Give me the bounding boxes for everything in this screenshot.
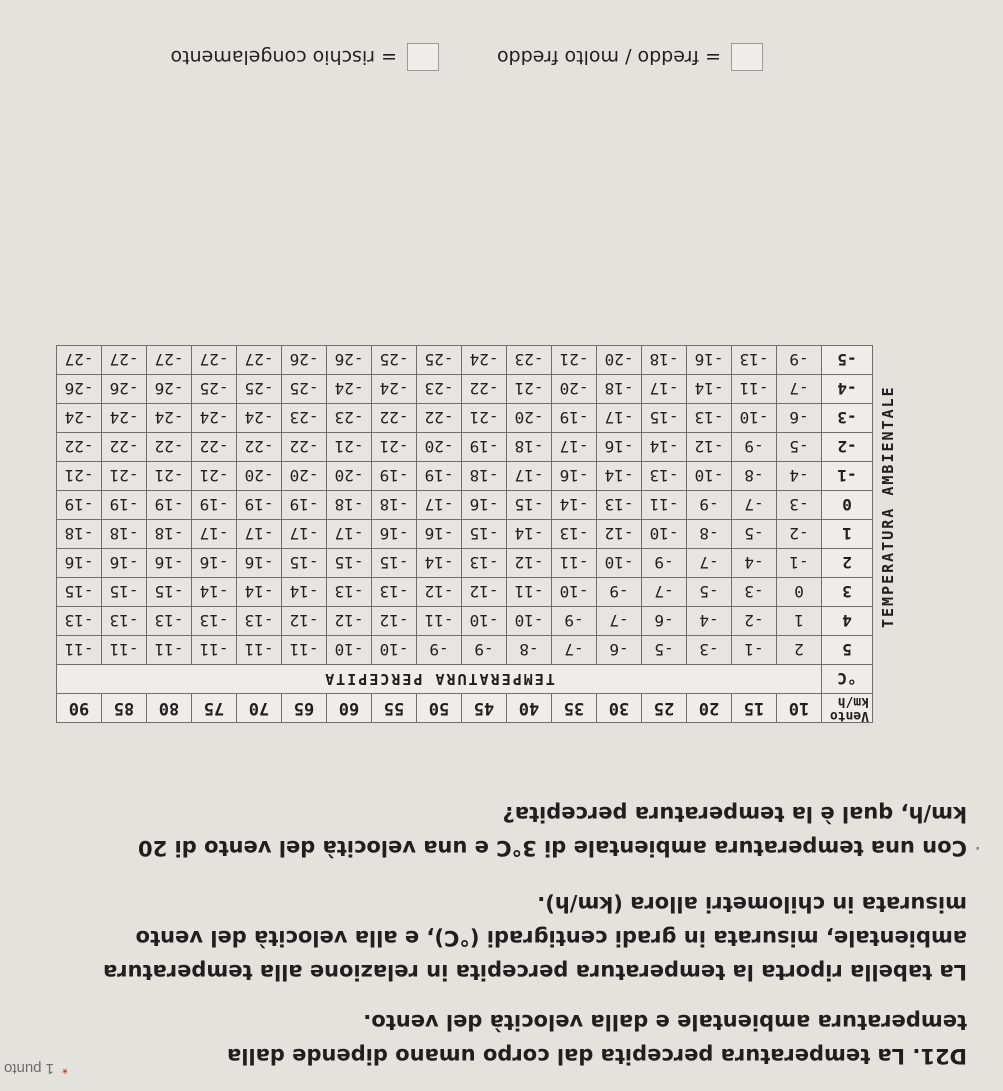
perceived-temperature-cell: -11 [192,636,237,665]
perceived-temperature-cell: -13 [192,607,237,636]
table-row [57,549,904,578]
ambient-temperature-cell: 0 [822,491,873,520]
perceived-temperature-cell: -19 [102,491,147,520]
perceived-temperature-cell: -27 [192,346,237,375]
perceived-temperature-cell: -9 [687,491,732,520]
wind-speed-header: 20 [687,694,732,723]
perceived-temperature-cell: -17 [552,433,597,462]
perceived-temperature-cell: -18 [57,520,102,549]
perceived-temperature-cell: -4 [777,462,822,491]
perceived-temperature-cell: -16 [102,549,147,578]
wind-speed-header: 45 [462,694,507,723]
perceived-temperature-cell: -13 [732,346,777,375]
ambient-temperature-cell: -5 [822,346,873,375]
perceived-temperature-cell: -22 [417,404,462,433]
perceived-temperature-cell: -13 [687,404,732,433]
perceived-temperature-cell: -12 [597,520,642,549]
perceived-temperature-cell: -21 [507,375,552,404]
perceived-temperature-cell: -21 [57,462,102,491]
perceived-temperature-cell: -18 [462,462,507,491]
wind-chill-table [56,345,903,723]
wind-speed-header: 55 [372,694,417,723]
perceived-temperature-cell: -16 [552,462,597,491]
wind-chill-table-area [56,345,903,723]
wind-speed-header: 10 [777,694,822,723]
table-row [57,491,904,520]
perceived-temperature-cell: -1 [777,549,822,578]
description-line-2: ambientale, misurata in gradi centigradi (°C), e alla velocità del vento [135,926,967,950]
table-row [57,520,904,549]
cold-swatch [731,43,763,71]
points-label: 1 punto [4,1060,55,1077]
perceived-temperature-cell: -3 [687,636,732,665]
banner-row [57,665,904,694]
wind-speed-header: 50 [417,694,462,723]
perceived-temperature-cell: -23 [282,404,327,433]
perceived-temperature-cell: -13 [462,549,507,578]
perceived-temperature-cell: -24 [237,404,282,433]
perceived-temperature-cell: -12 [687,433,732,462]
wind-speed-header: 70 [237,694,282,723]
table-row [57,346,904,375]
ambient-temperature-axis-label [873,346,904,665]
perceived-temperature-cell: -20 [417,433,462,462]
perceived-temperature-cell: -13 [57,607,102,636]
perceived-temperature-cell: -25 [372,346,417,375]
perceived-temperature-cell: 2 [777,636,822,665]
perceived-temperature-cell: -22 [147,433,192,462]
perceived-temperature-cell: -20 [507,404,552,433]
perceived-temperature-cell: -22 [282,433,327,462]
question-title-line-2: temperatura ambientale e dalla velocità del vento. [363,1010,967,1034]
table-row [57,607,904,636]
perceived-temperature-cell: -17 [597,404,642,433]
perceived-temperature-cell: -26 [282,346,327,375]
perceived-temperature-cell: -4 [687,607,732,636]
perceived-temperature-cell: -22 [462,375,507,404]
perceived-temperature-cell: -15 [372,549,417,578]
perceived-temperature-cell: -19 [552,404,597,433]
perceived-temperature-cell: -10 [327,636,372,665]
perceived-temperature-cell: -7 [552,636,597,665]
perceived-temperature-cell: -15 [57,578,102,607]
question-prompt [27,797,981,865]
perceived-temperature-cell: -13 [372,578,417,607]
perceived-temperature-cell: -20 [237,462,282,491]
temperature-unit-header: °C [822,665,873,694]
perceived-temperature-cell: -17 [282,520,327,549]
perceived-temperature-cell: -24 [102,404,147,433]
perceived-temperature-cell: -2 [777,520,822,549]
legend-frost-label: = rischio congelamento [170,46,397,68]
perceived-temperature-cell: -10 [462,607,507,636]
wind-speed-header: 35 [552,694,597,723]
perceived-temperature-cell: -9 [462,636,507,665]
perceived-temperature-cell: -19 [462,433,507,462]
wind-speed-header: 65 [282,694,327,723]
perceived-temperature-cell: -21 [552,346,597,375]
perceived-temperature-cell: -9 [732,433,777,462]
perceived-temperature-cell: -16 [372,520,417,549]
perceived-temperature-cell: -10 [732,404,777,433]
perceived-temperature-cell: -24 [372,375,417,404]
perceived-temperature-cell: -5 [687,578,732,607]
perceived-temperature-cell: -21 [102,462,147,491]
perceived-temperature-cell: -25 [192,375,237,404]
perceived-temperature-cell: -22 [102,433,147,462]
question-title [27,1005,967,1073]
perceived-temperature-cell: -21 [372,433,417,462]
perceived-temperature-cell: -25 [282,375,327,404]
perceived-temperature-cell: -15 [327,549,372,578]
perceived-temperature-cell: -13 [642,462,687,491]
perceived-temperature-cell: -14 [507,520,552,549]
perceived-temperature-cell: -17 [642,375,687,404]
perceived-temperature-cell: -12 [282,607,327,636]
wind-unit-header [822,694,873,723]
perceived-temperature-cell: -16 [597,433,642,462]
perceived-temperature-cell: -20 [597,346,642,375]
perceived-temperature-cell: -20 [282,462,327,491]
perceived-temperature-cell: -11 [57,636,102,665]
perceived-temperature-cell: -14 [642,433,687,462]
perceived-temperature-cell: -10 [507,607,552,636]
perceived-temperature-cell: -8 [507,636,552,665]
corner-label-line-2: km/h [837,694,869,709]
bullet-icon: · [974,836,981,860]
perceived-temperature-cell: -11 [732,375,777,404]
perceived-temperature-cell: -18 [507,433,552,462]
perceived-temperature-cell: -12 [327,607,372,636]
perceived-temperature-cell: -1 [732,636,777,665]
perceived-temperature-cell: -24 [57,404,102,433]
perceived-temperature-cell: -10 [597,549,642,578]
perceived-temperature-cell: -23 [507,346,552,375]
wind-speed-header: 80 [147,694,192,723]
perceived-temperature-cell: -11 [417,607,462,636]
prompt-line-2: km/h, qual è la temperatura percepita? [502,802,967,826]
perceived-temperature-cell: -19 [57,491,102,520]
perceived-temperature-cell: -26 [57,375,102,404]
perceived-temperature-cell: -11 [102,636,147,665]
legend [113,43,764,71]
perceived-temperature-cell: -6 [597,636,642,665]
perceived-temperature-cell: -22 [192,433,237,462]
perceived-temperature-cell: -27 [147,346,192,375]
perceived-temperature-cell: -16 [417,520,462,549]
perceived-temperature-cell: -14 [417,549,462,578]
perceived-temperature-cell: -10 [552,578,597,607]
perceived-temperature-cell: -11 [552,549,597,578]
perceived-temperature-cell: -3 [732,578,777,607]
table-row [57,578,904,607]
perceived-temperature-cell: -15 [147,578,192,607]
perceived-temperature-cell: -5 [777,433,822,462]
perceived-temperature-cell: -24 [192,404,237,433]
perceived-temperature-cell: -26 [327,346,372,375]
table-row [57,636,904,665]
perceived-temperature-cell: -18 [102,520,147,549]
perceived-temperature-cell: -24 [147,404,192,433]
perceived-temperature-cell: -7 [777,375,822,404]
perceived-temperature-cell: -22 [237,433,282,462]
table-row [57,462,904,491]
perceived-temperature-cell: -9 [642,549,687,578]
perceived-temperature-cell: -16 [687,346,732,375]
perceived-temperature-cell: -12 [462,578,507,607]
perceived-temperature-cell: -5 [642,636,687,665]
perceived-temperature-cell: -17 [237,520,282,549]
table-row [57,375,904,404]
perceived-temperature-cell: -6 [642,607,687,636]
perceived-temperature-cell: -7 [732,491,777,520]
perceived-temperature-cell: -10 [687,462,732,491]
axis-spacer [873,665,904,694]
ambient-temperature-cell: 3 [822,578,873,607]
perceived-temperature-cell: -17 [192,520,237,549]
perceived-temperature-cell: -13 [237,607,282,636]
perceived-temperature-cell: -13 [147,607,192,636]
perceived-temperature-cell: -12 [507,549,552,578]
perceived-temperature-cell: -19 [147,491,192,520]
perceived-temperature-cell: -26 [102,375,147,404]
legend-cold [497,43,763,71]
question-description [27,887,967,989]
question-title-line-1: D21. La temperatura percepita dal corpo umano dipende dalla [227,1044,967,1068]
perceived-temperature-cell: -14 [552,491,597,520]
perceived-temperature-cell: -16 [192,549,237,578]
perceived-temperature-cell: -14 [192,578,237,607]
wind-speed-header: 75 [192,694,237,723]
legend-frost [171,43,439,71]
perceived-temperature-cell: -21 [462,404,507,433]
perceived-temperature-cell: -19 [417,462,462,491]
perceived-temperature-cell: -19 [192,491,237,520]
perceived-temperature-cell: -15 [642,404,687,433]
ambient-temperature-cell: 1 [822,520,873,549]
ambient-temperature-cell: -4 [822,375,873,404]
frost-swatch [407,43,439,71]
question-block [27,797,981,1073]
ambient-temperature-axis-text: TEMPERATURA AMBIENTALE [879,385,897,629]
perceived-temperature-cell: -12 [372,607,417,636]
perceived-temperature-cell: -5 [732,520,777,549]
perceived-temperature-cell: -27 [237,346,282,375]
perceived-temperature-cell: -18 [372,491,417,520]
ambient-temperature-cell: 4 [822,607,873,636]
perceived-temperature-cell: -10 [642,520,687,549]
perceived-temperature-cell: -14 [237,578,282,607]
perceived-temperature-cell: -13 [552,520,597,549]
perceived-temperature-cell: -3 [777,491,822,520]
perceived-temperature-cell: -15 [462,520,507,549]
perceived-temperature-cell: -19 [282,491,327,520]
perceived-temperature-cell: -4 [732,549,777,578]
perceived-temperature-cell: -14 [597,462,642,491]
perceived-temperature-cell: -16 [57,549,102,578]
perceived-temperature-cell: -9 [552,607,597,636]
perceived-temperature-cell: -11 [282,636,327,665]
perceived-temperature-cell: -9 [777,346,822,375]
prompt-line-1: Con una temperatura ambientale di 3°C e una velocità del vento di 20 [138,836,967,860]
wind-speed-header: 60 [327,694,372,723]
wind-header-row [57,694,904,723]
ambient-temperature-cell: 5 [822,636,873,665]
table-row [57,433,904,462]
perceived-temperature-cell: -9 [417,636,462,665]
perceived-temperature-cell: -13 [327,578,372,607]
perceived-temperature-cell: -11 [147,636,192,665]
perceived-temperature-cell: -17 [327,520,372,549]
perceived-temperature-cell: -15 [282,549,327,578]
perceived-temperature-cell: -15 [102,578,147,607]
perceived-temperature-cell: -7 [597,607,642,636]
perceived-temperature-cell: -24 [327,375,372,404]
perceived-temperature-cell: -9 [597,578,642,607]
perceived-temperature-cell: -13 [102,607,147,636]
perceived-temperature-cell: -22 [372,404,417,433]
perceived-temperature-cell: -12 [417,578,462,607]
perceived-temperature-cell: -21 [327,433,372,462]
perceived-temperature-cell: -27 [102,346,147,375]
perceived-temperature-cell: -25 [417,346,462,375]
required-star-icon: * [62,1060,68,1077]
perceived-temperature-cell: -18 [327,491,372,520]
wind-speed-header: 85 [102,694,147,723]
perceived-temperature-cell: -21 [147,462,192,491]
ambient-temperature-cell: 2 [822,549,873,578]
perceived-temperature-cell: -13 [597,491,642,520]
perceived-temperature-cell: -11 [507,578,552,607]
ambient-temperature-cell: -3 [822,404,873,433]
perceived-temperature-cell: -25 [237,375,282,404]
perceived-temperature-cell: -20 [552,375,597,404]
wind-speed-header: 90 [57,694,102,723]
axis-spacer [873,694,904,723]
perceived-temperature-cell: 0 [777,578,822,607]
description-line-1: La tabella riporta la temperatura percepita in relazione alla temperatura [103,960,967,984]
corner-label-line-1: Vento [829,708,869,723]
perceived-temperature-cell: -23 [327,404,372,433]
wind-speed-header: 15 [732,694,777,723]
perceived-temperature-cell: -6 [777,404,822,433]
wind-speed-header: 25 [642,694,687,723]
perceived-temperature-cell: -11 [642,491,687,520]
perceived-temperature-cell: -26 [147,375,192,404]
perceived-temperature-cell: -17 [507,462,552,491]
perceived-temperature-banner: TEMPERATURA PERCEPITA [57,665,822,694]
perceived-temperature-cell: -24 [462,346,507,375]
perceived-temperature-cell: -16 [147,549,192,578]
perceived-temperature-cell: -18 [147,520,192,549]
perceived-temperature-cell: -11 [237,636,282,665]
ambient-temperature-cell: -2 [822,433,873,462]
perceived-temperature-cell: -27 [57,346,102,375]
perceived-temperature-cell: -16 [462,491,507,520]
perceived-temperature-cell: -21 [192,462,237,491]
perceived-temperature-cell: -19 [237,491,282,520]
perceived-temperature-cell: -8 [687,520,732,549]
perceived-temperature-cell: -15 [507,491,552,520]
table-row [57,404,904,433]
perceived-temperature-cell: -7 [687,549,732,578]
perceived-temperature-cell: -14 [282,578,327,607]
perceived-temperature-cell: -8 [732,462,777,491]
perceived-temperature-cell: -19 [372,462,417,491]
perceived-temperature-cell: -18 [642,346,687,375]
perceived-temperature-cell: -14 [687,375,732,404]
perceived-temperature-cell: -22 [57,433,102,462]
perceived-temperature-cell: -20 [327,462,372,491]
perceived-temperature-cell: -18 [597,375,642,404]
wind-speed-header: 40 [507,694,552,723]
perceived-temperature-cell: -7 [642,578,687,607]
perceived-temperature-cell: -2 [732,607,777,636]
legend-cold-label: = freddo / molto freddo [496,46,721,68]
description-line-3: misurata in chilometri allora (km/h). [537,892,967,916]
ambient-temperature-cell: -1 [822,462,873,491]
perceived-temperature-cell: -16 [237,549,282,578]
wind-speed-header: 30 [597,694,642,723]
perceived-temperature-cell: 1 [777,607,822,636]
perceived-temperature-cell: -10 [372,636,417,665]
perceived-temperature-cell: -17 [417,491,462,520]
perceived-temperature-cell: -23 [417,375,462,404]
